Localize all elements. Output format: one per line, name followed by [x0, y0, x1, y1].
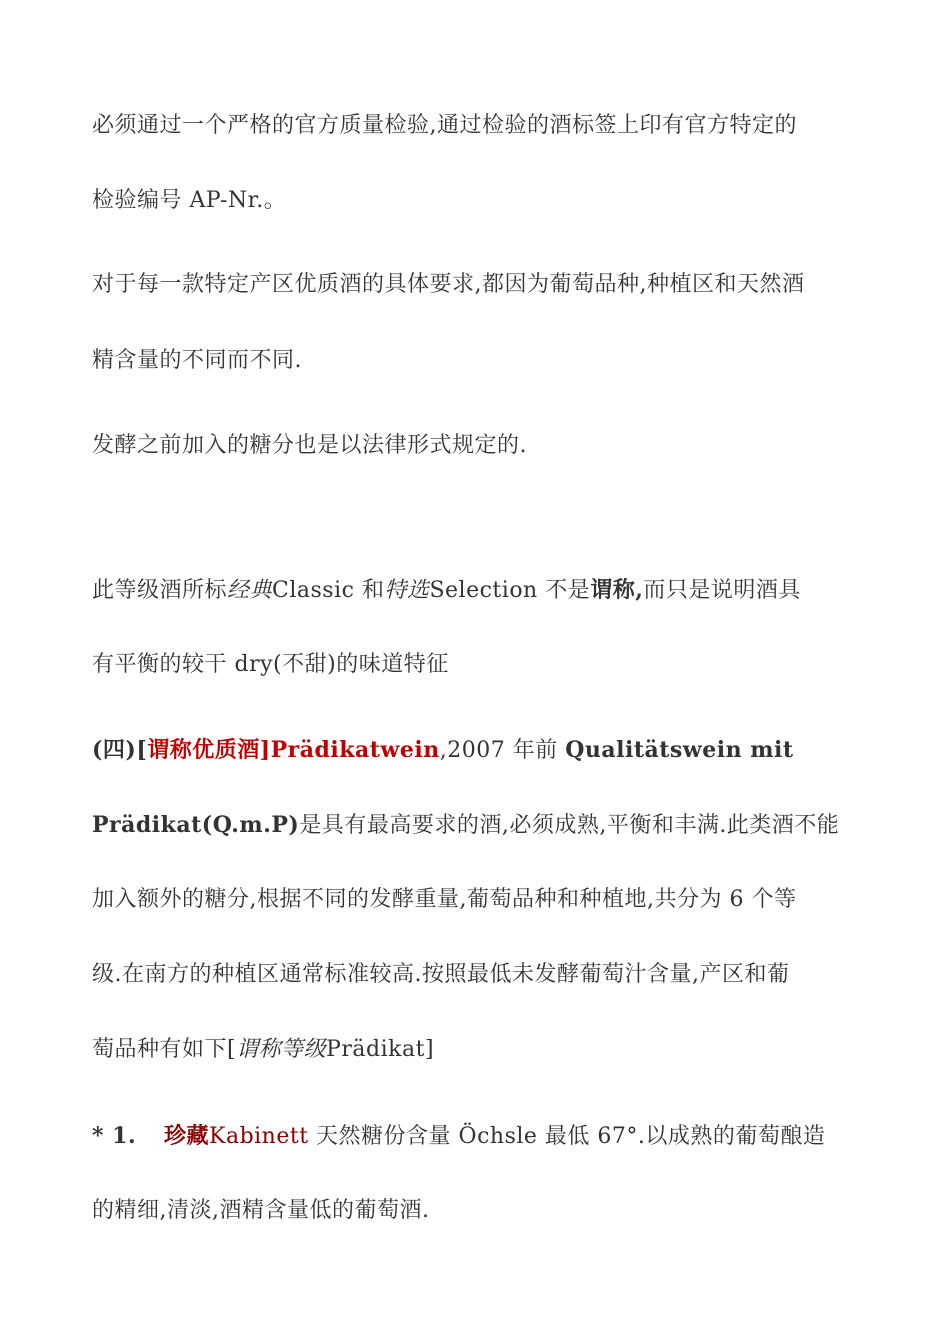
- text-run: Prädikat]: [326, 1037, 435, 1062]
- paragraph-line: 有平衡的较干 dry(不甜)的味道特征: [92, 652, 449, 677]
- list-bullet: * 1.: [92, 1123, 137, 1149]
- section-number: (四)[: [92, 737, 148, 763]
- grade-name-cn: 珍藏: [164, 1123, 210, 1149]
- text-run: Classic 和: [272, 578, 385, 603]
- text-run: ,2007 年前: [439, 738, 566, 763]
- text-run: 而只是说明酒具: [643, 578, 801, 603]
- paragraph-line: [92, 810, 839, 841]
- text-run: 是具有最高要求的酒,必须成熟,平衡和丰满.此类酒不能: [299, 813, 840, 838]
- bold-term: 谓称,: [590, 577, 644, 603]
- paragraph-line: 级.在南方的种植区通常标准较高.按照最低未发酵葡萄汁含量,产区和葡: [92, 962, 790, 987]
- paragraph-line: 检验编号 AP-Nr.。: [92, 188, 287, 213]
- grade-name-de: Kabinett: [209, 1124, 309, 1149]
- section-title: 谓称优质酒]Prädikatwein: [147, 737, 440, 763]
- italic-term-selection: 特选: [384, 578, 430, 603]
- bold-term: Qualitätswein mit: [565, 737, 794, 763]
- list-item-line: [92, 1121, 825, 1152]
- paragraph-line: 加入额外的糖分,根据不同的发酵重量,葡萄品种和种植地,共分为 6 个等: [92, 887, 797, 912]
- section-heading-line: [92, 735, 794, 766]
- paragraph-line: 的精细,清淡,酒精含量低的葡萄酒.: [92, 1198, 430, 1223]
- paragraph-line: [92, 575, 801, 606]
- paragraph-line: 发酵之前加入的糖分也是以法律形式规定的.: [92, 433, 527, 458]
- text-run: 萄品种有如下[: [92, 1037, 237, 1062]
- italic-term: 谓称等级: [236, 1037, 327, 1062]
- text-run: 此等级酒所标: [92, 578, 228, 603]
- paragraph-line: 对于每一款特定产区优质酒的具体要求,都因为葡萄品种,种植区和天然酒: [92, 272, 805, 297]
- paragraph-line: 精含量的不同而不同.: [92, 348, 302, 373]
- paragraph-line: 必须通过一个严格的官方质量检验,通过检验的酒标签上印有官方特定的: [92, 113, 797, 138]
- text-run: Selection 不是: [429, 578, 591, 603]
- bold-term: Prädikat(Q.m.P): [92, 812, 300, 838]
- paragraph-line: [92, 1035, 434, 1065]
- italic-term-classic: 经典: [227, 578, 273, 603]
- text-run: 天然糖份含量 Öchsle 最低 67°.以成熟的葡萄酿造: [308, 1124, 826, 1149]
